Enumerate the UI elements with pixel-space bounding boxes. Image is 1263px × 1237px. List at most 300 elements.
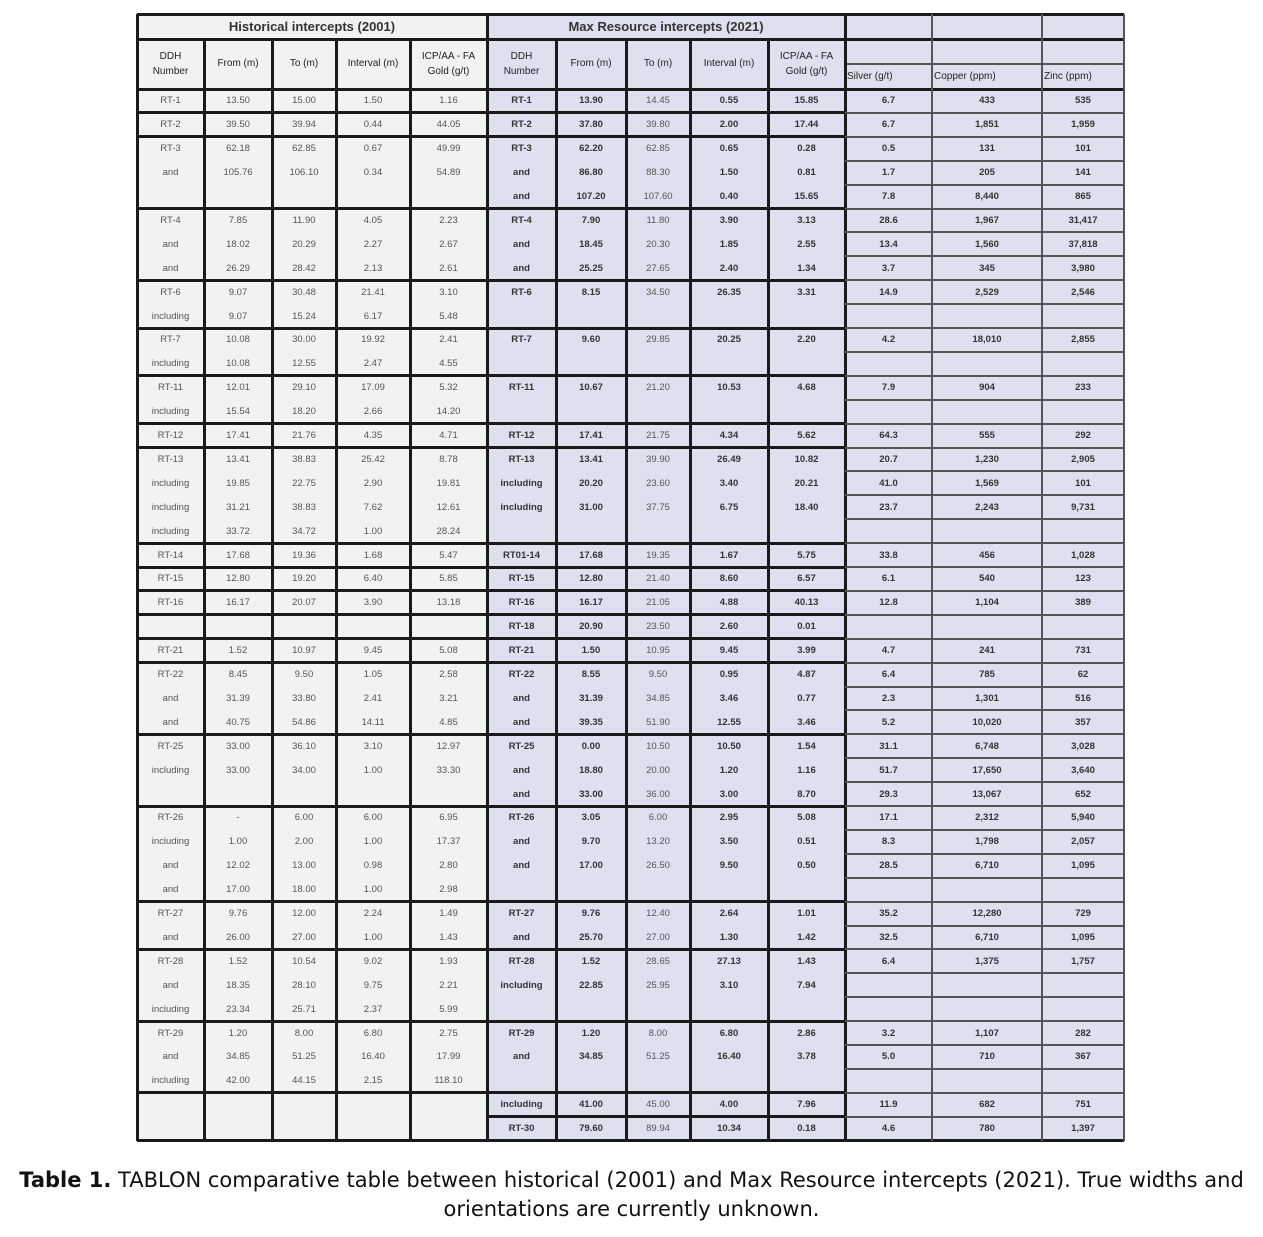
historical-interval-cell: 0.34: [363, 167, 383, 179]
max-ddh-cell: RT-29: [508, 1027, 535, 1039]
assay-silver-cell: 6.4: [881, 669, 896, 681]
assay-copper-cell: [932, 519, 1042, 543]
max-interval-cell: 0.55: [719, 95, 739, 107]
historical-interval-cell: [336, 615, 410, 639]
historical-to-cell: 19.36: [292, 549, 316, 561]
historical-ddh-cell: RT-4: [160, 214, 181, 226]
historical-from-cell: [204, 615, 272, 639]
max-interval-cell: 3.10: [719, 979, 739, 991]
historical-to-cell: 18.00: [292, 884, 316, 896]
caption-label: Table 1.: [19, 1168, 112, 1192]
max-interval-cell: 16.40: [717, 1051, 741, 1063]
historical-ddh-cell: RT-11: [158, 382, 183, 394]
historical-gold-cell: 54.89: [436, 167, 461, 179]
historical-gold-cell: 118.10: [434, 1075, 463, 1087]
historical-from-cell: [204, 1093, 272, 1117]
historical-ddh-cell: RT-21: [157, 645, 184, 657]
assay-zinc-cell: 31,417: [1068, 214, 1098, 226]
assay-copper-cell: 780: [979, 1123, 995, 1135]
max-gold-cell: 3.99: [797, 645, 816, 657]
assay-copper-cell: [932, 615, 1042, 639]
max-gold-cell: 10.82: [794, 453, 819, 465]
max-from-cell: 34.85: [579, 1051, 603, 1063]
historical-ddh-cell: and: [162, 860, 179, 872]
max-ddh-cell: and: [513, 1051, 530, 1063]
max-ddh-cell: and: [513, 764, 530, 776]
assay-silver-cell: 8.3: [881, 836, 896, 848]
historical-ddh-cell: RT-6: [160, 286, 181, 298]
historical-interval-cell: 2.66: [363, 406, 383, 418]
max-interval-cell: 27.13: [717, 955, 741, 967]
max-to-cell: 14.45: [646, 95, 670, 107]
max-interval-cell: 10.50: [717, 740, 741, 752]
historical-ddh-cell: [137, 185, 204, 209]
max-interval-cell: 3.90: [719, 214, 739, 226]
max-resource-title: Max Resource intercepts (2021): [568, 19, 764, 34]
assay-copper-cell: 241: [979, 645, 995, 657]
max-ddh-cell: [487, 519, 556, 543]
historical-from-cell: 34.85: [226, 1051, 250, 1063]
assay-silver-cell: 33.8: [879, 549, 898, 561]
header-max-from: From (m): [570, 58, 612, 70]
historical-ddh-cell: RT-15: [157, 573, 184, 585]
max-to-cell: [626, 997, 690, 1021]
historical-interval-cell: 1.00: [363, 884, 383, 896]
assay-silver-cell: 2.3: [881, 692, 896, 704]
historical-from-cell: 15.54: [226, 406, 250, 418]
max-gold-cell: 1.42: [797, 931, 816, 943]
extra-header-divider: [845, 63, 1124, 65]
max-ddh-cell: and: [513, 836, 530, 848]
max-gold-cell: 15.85: [794, 95, 819, 107]
historical-to-cell: 30.48: [292, 286, 316, 298]
assay-silver-cell: 0.5: [881, 143, 896, 155]
max-to-cell: 12.40: [646, 908, 670, 920]
historical-from-cell: 12.01: [226, 382, 250, 394]
max-from-cell: [556, 519, 626, 543]
historical-from-cell: 1.20: [228, 1027, 248, 1039]
max-interval-cell: [690, 1069, 768, 1093]
assay-zinc-cell: 9,731: [1071, 501, 1095, 513]
historical-gold-cell: 2.75: [439, 1027, 458, 1039]
historical-gold-cell: 33.30: [436, 764, 461, 776]
historical-interval-cell: 0.98: [363, 860, 383, 872]
max-from-cell: [556, 1069, 626, 1093]
max-to-cell: 88.30: [646, 167, 670, 179]
historical-gold-cell: 2.80: [439, 860, 458, 872]
historical-interval-cell: 2.47: [363, 358, 383, 370]
assay-zinc-cell: [1042, 973, 1124, 997]
assay-zinc-cell: 3,640: [1071, 764, 1095, 776]
assay-silver-cell: 13.4: [879, 238, 898, 250]
max-gold-cell: 2.55: [797, 238, 816, 250]
assay-silver-cell: 7.9: [881, 382, 896, 394]
max-gold-cell: 5.75: [797, 549, 816, 561]
max-to-cell: 39.80: [646, 119, 670, 131]
max-to-cell: 26.50: [646, 860, 670, 872]
historical-gold-cell: 1.49: [439, 908, 458, 920]
max-from-cell: 9.60: [581, 334, 601, 346]
historical-from-cell: 62.18: [226, 143, 250, 155]
historical-gold-cell: 2.58: [439, 669, 458, 681]
historical-from-cell: 33.00: [226, 740, 250, 752]
max-gold-cell: 2.86: [797, 1027, 816, 1039]
assay-zinc-cell: 1,028: [1071, 549, 1095, 561]
max-ddh-cell: and: [513, 262, 530, 274]
max-interval-cell: 3.46: [719, 692, 739, 704]
historical-interval-cell: 7.62: [363, 501, 383, 513]
historical-ddh-cell: RT-7: [160, 334, 181, 346]
historical-gold-cell: 2.21: [439, 979, 458, 991]
max-ddh-cell: RT-4: [511, 214, 532, 226]
assay-copper-cell: 6,748: [975, 740, 999, 752]
max-interval-cell: 6.75: [719, 501, 739, 513]
max-from-cell: 1.52: [581, 955, 601, 967]
historical-interval-cell: 0.44: [363, 119, 383, 131]
historical-interval-cell: 6.80: [363, 1027, 383, 1039]
historical-to-cell: [272, 782, 336, 806]
historical-gold-cell: [410, 1093, 487, 1117]
historical-ddh-cell: including: [151, 477, 190, 489]
historical-to-cell: 20.07: [292, 597, 316, 609]
max-gold-cell: [768, 352, 845, 376]
historical-gold-cell: 1.93: [439, 955, 458, 967]
max-from-cell: 17.00: [579, 860, 603, 872]
historical-interval-cell: 2.37: [363, 1003, 383, 1015]
historical-interval-cell: 21.41: [361, 286, 385, 298]
max-interval-cell: 1.50: [719, 167, 739, 179]
max-interval-cell: [690, 997, 768, 1021]
historical-from-cell: 10.08: [226, 358, 250, 370]
max-ddh-cell: RT-15: [508, 573, 535, 585]
assay-zinc-cell: 1,397: [1071, 1123, 1095, 1135]
historical-interval-cell: 2.13: [363, 262, 383, 274]
historical-to-cell: [272, 185, 336, 209]
assay-copper-cell: 1,967: [975, 214, 999, 226]
max-to-cell: 11.80: [646, 214, 670, 226]
max-gold-cell: 17.44: [794, 119, 819, 131]
assay-zinc-cell: 37,818: [1068, 238, 1098, 250]
max-ddh-cell: [487, 878, 556, 902]
assay-silver-cell: 1.7: [881, 167, 896, 179]
assay-silver-cell: 28.6: [879, 214, 898, 226]
assay-silver-cell: 4.7: [881, 645, 896, 657]
assay-copper-cell: 13,067: [972, 788, 1002, 800]
max-interval-cell: 3.50: [719, 836, 739, 848]
historical-interval-cell: 9.45: [363, 645, 383, 657]
assay-copper-cell: 6,710: [975, 931, 999, 943]
historical-from-cell: 16.17: [226, 597, 250, 609]
max-gold-cell: 15.65: [794, 191, 819, 203]
max-from-cell: 1.50: [581, 645, 601, 657]
assay-silver-cell: 29.3: [879, 788, 898, 800]
max-to-cell: 37.75: [646, 501, 670, 513]
max-ddh-cell: RT-3: [511, 143, 532, 155]
max-gold-cell: 3.13: [797, 214, 816, 226]
assay-copper-cell: [932, 304, 1042, 328]
max-ddh-cell: [487, 400, 556, 424]
assay-silver-cell: [845, 304, 932, 328]
assay-silver-cell: 35.2: [879, 908, 898, 920]
max-gold-cell: 3.78: [797, 1051, 816, 1063]
max-from-cell: 41.00: [579, 1099, 603, 1111]
assay-silver-cell: 3.7: [881, 262, 896, 274]
historical-to-cell: 13.00: [292, 860, 316, 872]
historical-from-cell: [204, 782, 272, 806]
max-interval-cell: 10.34: [717, 1123, 741, 1135]
max-ddh-cell: RT-6: [511, 286, 532, 298]
historical-gold-cell: 12.61: [436, 501, 461, 513]
historical-ddh-cell: RT-27: [157, 908, 184, 920]
historical-gold-cell: 5.85: [439, 573, 458, 585]
historical-from-cell: 12.80: [226, 573, 250, 585]
max-from-cell: 7.90: [581, 214, 601, 226]
max-from-cell: 10.67: [579, 382, 603, 394]
max-interval-cell: 0.95: [719, 669, 739, 681]
max-to-cell: [626, 352, 690, 376]
max-interval-cell: [690, 519, 768, 543]
historical-gold-cell: 1.16: [439, 95, 458, 107]
assay-copper-cell: 12,280: [972, 908, 1002, 920]
max-gold-cell: 1.54: [797, 740, 816, 752]
max-from-cell: 17.68: [579, 549, 603, 561]
historical-from-cell: 13.41: [226, 453, 250, 465]
max-to-cell: 23.50: [646, 621, 670, 633]
assay-copper-cell: [932, 878, 1042, 902]
assay-silver-cell: 28.5: [879, 860, 898, 872]
historical-ddh-cell: including: [151, 310, 190, 322]
historical-ddh-cell: including: [151, 836, 190, 848]
max-interval-cell: 1.85: [719, 238, 739, 250]
max-ddh-cell: and: [513, 860, 530, 872]
max-interval-cell: 2.60: [719, 621, 739, 633]
historical-to-cell: 38.83: [292, 453, 316, 465]
max-interval-cell: 3.40: [719, 477, 739, 489]
header-zinc: Zinc (ppm): [1044, 70, 1092, 82]
max-interval-cell: 26.49: [717, 453, 741, 465]
max-ddh-cell: RT-21: [508, 645, 535, 657]
max-interval-cell: 9.50: [719, 860, 739, 872]
max-to-cell: [626, 1069, 690, 1093]
assay-zinc-cell: 729: [1075, 908, 1091, 920]
max-ddh-cell: RT-12: [508, 430, 535, 442]
historical-to-cell: 29.10: [292, 382, 316, 394]
historical-from-cell: 31.21: [226, 501, 250, 513]
assay-silver-cell: 6.7: [881, 95, 896, 107]
historical-ddh-cell: RT-3: [160, 143, 181, 155]
max-to-cell: 27.00: [646, 931, 670, 943]
assay-copper-cell: 1,851: [975, 119, 999, 131]
historical-to-cell: 34.00: [292, 764, 316, 776]
historical-interval-cell: 1.00: [363, 525, 383, 537]
max-to-cell: 10.50: [646, 740, 670, 752]
max-ddh-cell: [487, 304, 556, 328]
assay-copper-cell: 6,710: [975, 860, 999, 872]
historical-from-cell: 7.85: [228, 214, 248, 226]
header-max-interval: Interval (m): [703, 58, 755, 70]
historical-gold-cell: 5.48: [439, 310, 458, 322]
assay-zinc-cell: 141: [1075, 167, 1091, 179]
historical-gold-cell: [410, 782, 487, 806]
header-historical-interval: Interval (m): [347, 58, 399, 70]
assay-silver-cell: [845, 878, 932, 902]
assay-copper-cell: 1,560: [975, 238, 999, 250]
assay-copper-cell: 2,529: [975, 286, 999, 298]
assay-copper-cell: 2,243: [975, 501, 999, 513]
assay-zinc-cell: 2,546: [1071, 286, 1095, 298]
assay-silver-cell: [845, 1069, 932, 1093]
assay-silver-cell: 6.1: [881, 573, 896, 585]
historical-from-cell: 10.08: [226, 334, 250, 346]
max-from-cell: 16.17: [579, 597, 603, 609]
historical-to-cell: 10.97: [292, 645, 316, 657]
max-to-cell: [626, 519, 690, 543]
assay-silver-cell: 23.7: [879, 501, 898, 513]
max-to-cell: 13.20: [646, 836, 670, 848]
historical-to-cell: [272, 1093, 336, 1117]
max-gold-cell: 4.68: [797, 382, 816, 394]
max-gold-cell: [768, 400, 845, 424]
max-to-cell: 51.90: [646, 716, 670, 728]
max-ddh-cell: and: [513, 692, 530, 704]
assay-zinc-cell: 5,940: [1071, 812, 1095, 824]
max-to-cell: 34.50: [646, 286, 670, 298]
header-historical-gold: ICP/AA - FA Gold (g/t): [421, 50, 476, 77]
max-ddh-cell: RT-18: [508, 621, 535, 633]
historical-gold-cell: 5.99: [439, 1003, 458, 1015]
historical-to-cell: 28.10: [292, 979, 316, 991]
historical-interval-cell: 3.10: [363, 740, 383, 752]
assay-zinc-cell: 3,980: [1071, 262, 1095, 274]
historical-from-cell: 9.07: [228, 286, 248, 298]
max-interval-cell: 1.67: [719, 549, 739, 561]
historical-gold-cell: [410, 185, 487, 209]
historical-gold-cell: 2.61: [439, 262, 458, 274]
assay-copper-cell: [932, 352, 1042, 376]
historical-interval-cell: 4.05: [363, 214, 383, 226]
max-from-cell: 31.00: [579, 501, 603, 513]
max-from-cell: [556, 304, 626, 328]
historical-from-cell: 13.50: [226, 95, 250, 107]
assay-copper-cell: 682: [979, 1099, 995, 1111]
historical-gold-cell: 44.05: [436, 119, 461, 131]
max-gold-cell: 6.57: [797, 573, 816, 585]
max-gold-cell: 0.18: [797, 1123, 816, 1135]
historical-interval-cell: 2.15: [363, 1075, 383, 1087]
historical-from-cell: 19.85: [226, 477, 250, 489]
assay-copper-cell: [932, 997, 1042, 1021]
header-historical-to: To (m): [289, 58, 319, 70]
assay-zinc-cell: 751: [1075, 1099, 1091, 1111]
max-gold-cell: 1.34: [797, 262, 816, 274]
max-ddh-cell: RT-2: [511, 119, 532, 131]
historical-to-cell: 20.29: [292, 238, 316, 250]
historical-to-cell: 12.00: [292, 908, 316, 920]
historical-ddh-cell: and: [162, 1051, 179, 1063]
assay-silver-cell: 6.7: [881, 119, 896, 131]
max-to-cell: 51.25: [646, 1051, 670, 1063]
max-ddh-cell: RT-25: [508, 740, 535, 752]
assay-silver-cell: [845, 400, 932, 424]
table-top-border: [137, 13, 1124, 16]
max-interval-cell: 26.35: [717, 286, 741, 298]
assay-zinc-cell: 652: [1075, 788, 1091, 800]
max-gold-cell: 20.21: [794, 477, 819, 489]
historical-ddh-cell: and: [162, 238, 179, 250]
assay-copper-cell: [932, 973, 1042, 997]
max-from-cell: 9.70: [581, 836, 601, 848]
max-interval-cell: 6.80: [719, 1027, 739, 1039]
max-gold-cell: 7.94: [797, 979, 816, 991]
historical-to-cell: 2.00: [294, 836, 314, 848]
max-from-cell: [556, 878, 626, 902]
historical-ddh-cell: [137, 1093, 204, 1117]
max-to-cell: 21.40: [646, 573, 670, 585]
max-from-cell: 25.25: [579, 262, 603, 274]
max-ddh-cell: RT-30: [508, 1123, 535, 1135]
historical-to-cell: 44.15: [292, 1075, 316, 1087]
max-to-cell: 29.85: [646, 334, 670, 346]
historical-from-cell: 17.00: [226, 884, 250, 896]
max-gold-cell: 8.70: [797, 788, 816, 800]
historical-to-cell: 10.54: [292, 955, 316, 967]
max-gold-cell: 5.62: [797, 430, 816, 442]
max-gold-cell: [768, 1069, 845, 1093]
historical-ddh-cell: including: [151, 406, 190, 418]
historical-gold-cell: 17.37: [436, 836, 461, 848]
assay-copper-cell: 10,020: [972, 716, 1002, 728]
max-from-cell: 86.80: [579, 167, 603, 179]
max-ddh-cell: RT-7: [511, 334, 532, 346]
max-interval-cell: [690, 878, 768, 902]
max-gold-cell: 1.43: [797, 955, 816, 967]
assay-copper-cell: 1,107: [975, 1027, 999, 1039]
assay-copper-cell: 2,312: [975, 812, 999, 824]
historical-from-cell: 9.07: [228, 310, 248, 322]
assay-copper-cell: 345: [979, 262, 995, 274]
historical-interval-cell: 6.40: [363, 573, 383, 585]
header-max-to: To (m): [643, 58, 673, 70]
max-gold-cell: 0.50: [797, 860, 816, 872]
historical-to-cell: 9.50: [294, 669, 314, 681]
historical-to-cell: 33.80: [292, 692, 316, 704]
historical-interval-cell: 3.90: [363, 597, 383, 609]
assay-silver-cell: 31.1: [879, 740, 898, 752]
historical-to-cell: 30.00: [292, 334, 316, 346]
max-interval-cell: [690, 304, 768, 328]
max-gold-cell: [768, 519, 845, 543]
max-to-cell: 20.30: [646, 238, 670, 250]
max-gold-cell: 3.31: [797, 286, 816, 298]
historical-interval-cell: 2.90: [363, 477, 383, 489]
max-to-cell: [626, 878, 690, 902]
max-from-cell: 20.20: [579, 477, 603, 489]
max-from-cell: 8.15: [581, 286, 601, 298]
historical-to-cell: 21.76: [292, 430, 316, 442]
assay-zinc-cell: [1042, 352, 1124, 376]
historical-to-cell: 8.00: [294, 1027, 314, 1039]
max-interval-cell: 2.00: [719, 119, 739, 131]
assay-zinc-cell: 1,095: [1071, 860, 1095, 872]
max-to-cell: 21.75: [646, 430, 670, 442]
assay-zinc-cell: [1042, 519, 1124, 543]
max-from-cell: 18.45: [579, 238, 603, 250]
assay-silver-cell: 6.4: [881, 955, 896, 967]
historical-ddh-cell: RT-22: [157, 669, 184, 681]
max-to-cell: 8.00: [648, 1027, 668, 1039]
max-to-cell: 34.85: [646, 692, 670, 704]
title-divider: [137, 38, 1124, 41]
